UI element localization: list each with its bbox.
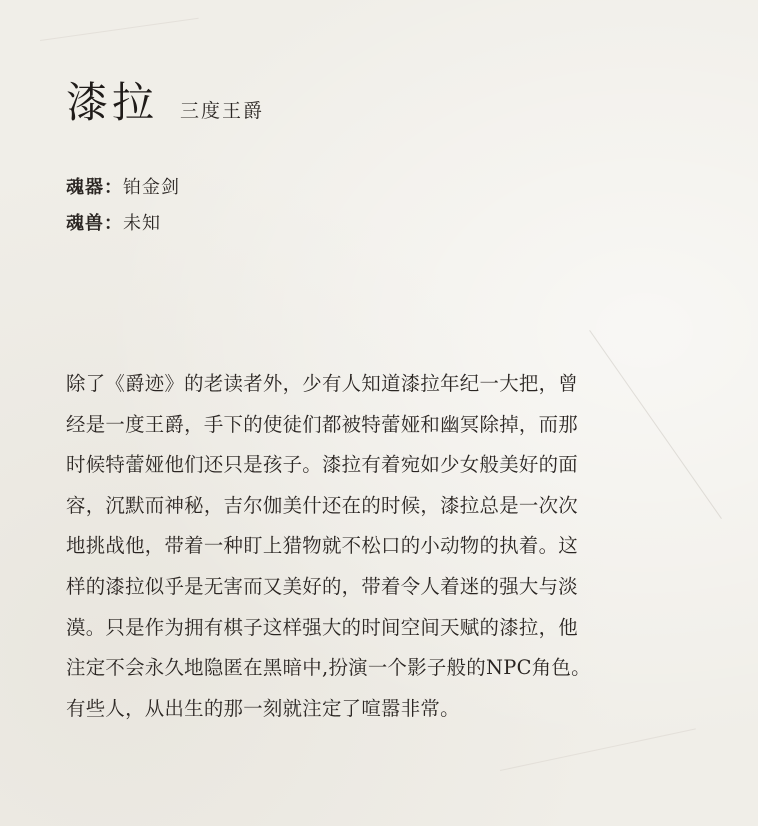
attribute-label: 魂兽： (66, 213, 123, 234)
description-line: 容，沉默而神秘，吉尔伽美什还在的时候，漆拉总是一次次 (66, 493, 578, 517)
character-attributes (66, 170, 180, 242)
description-line: 时候特蕾娅他们还只是孩子。漆拉有着宛如少女般美好的面 (66, 453, 578, 477)
description-line: 注定不会永久地隐匿在黑暗中,扮演一个影子般的NPC角色。 (66, 656, 591, 680)
description-line: 经是一度王爵，手下的使徒们都被特蕾娅和幽冥除掉，而那 (66, 412, 578, 436)
page-crease (500, 728, 696, 771)
attribute-label: 魂器： (66, 177, 123, 198)
attribute-soul-weapon (66, 170, 180, 206)
description-line: 有些人，从出生的那一刻就注定了喧嚣非常。 (66, 696, 460, 720)
description-line: 除了《爵迹》的老读者外，少有人知道漆拉年纪一大把，曾 (66, 372, 578, 395)
character-rank: 三度王爵 (180, 100, 265, 122)
description-line: 漠。只是作为拥有棋子这样强大的时间空间天赋的漆拉，他 (66, 615, 578, 639)
attribute-soul-beast (66, 206, 180, 242)
description-line: 地挑战他，带着一种盯上猎物就不松口的小动物的执着。这 (66, 534, 578, 558)
description-line: 样的漆拉似乎是无害而又美好的，带着令人着迷的强大与淡 (66, 574, 578, 598)
character-description (66, 364, 716, 729)
page-crease (40, 18, 199, 41)
character-header (66, 78, 265, 127)
attribute-value: 铂金剑 (123, 177, 180, 198)
attribute-value: 未知 (123, 213, 161, 234)
character-name: 漆拉 (66, 78, 159, 127)
